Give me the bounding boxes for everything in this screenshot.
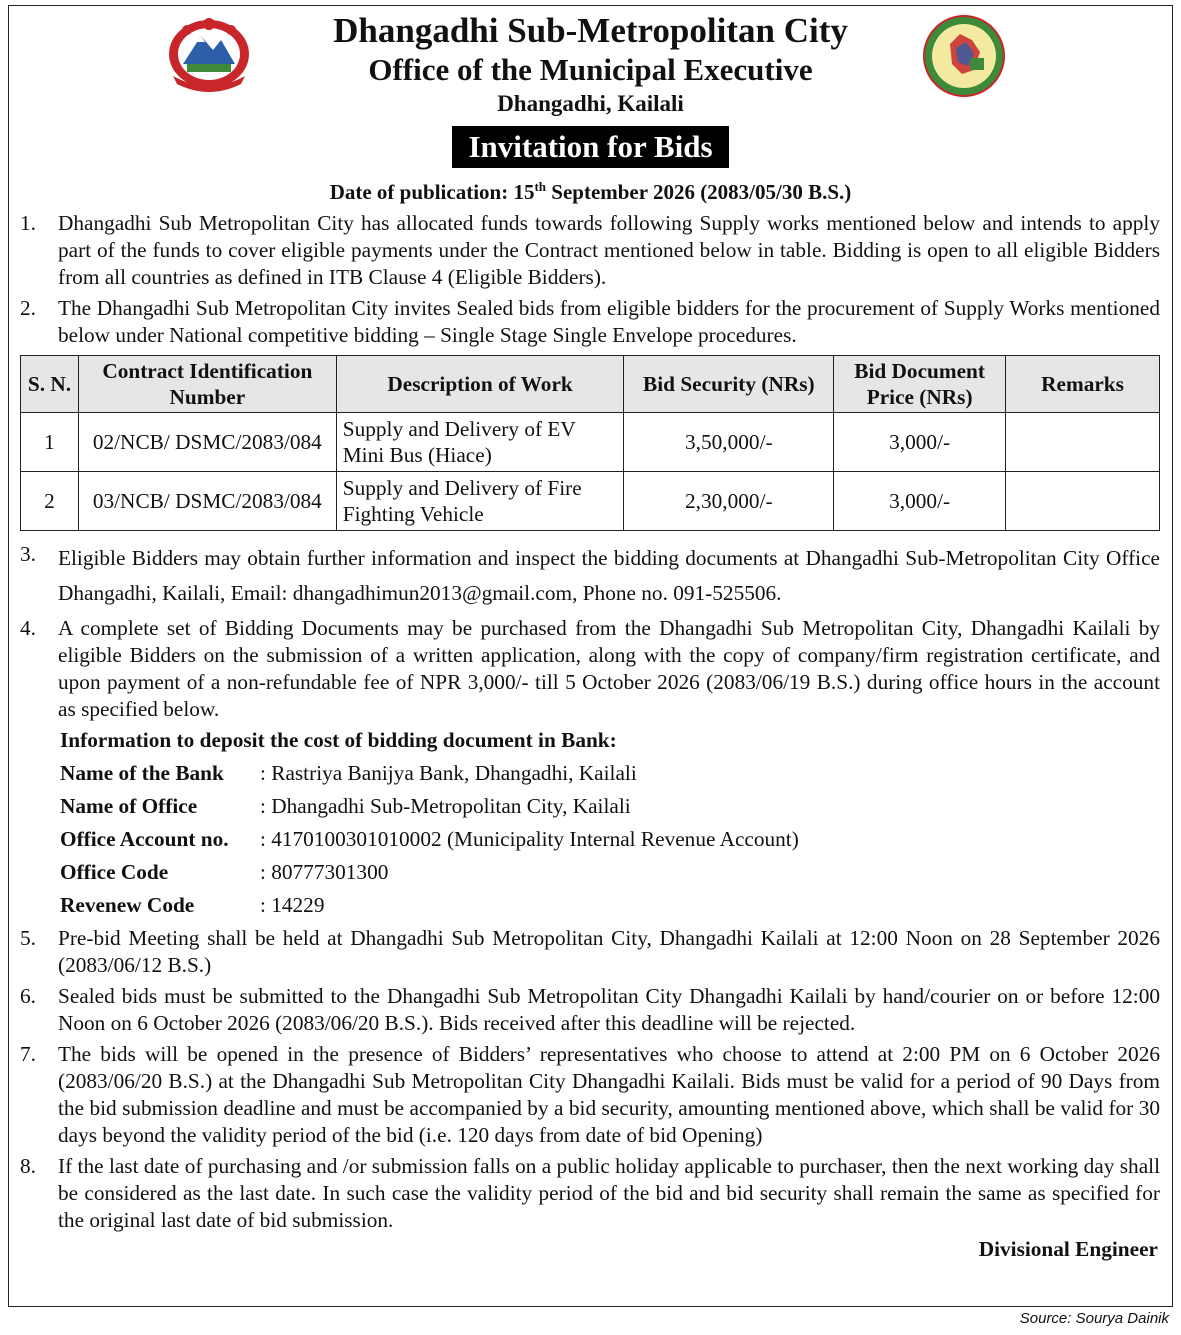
- paragraph-text: The bids will be opened in the presence of Bidders’ representatives who choose to attend at 2:00 PM on 6 October 2026 (2083/06/20 B.S.) at the Dhangadhi Sub Metropolitan City Dhangadhi Kailali. Bids must be valid for a period of 90 Days from the bid submission deadline and must be accompanied by a bid security, amounting mentioned above, which shall be valid for 30 days beyond the validity period of the bid (i.e. 120 days from date of bid Opening): [58, 1042, 1160, 1147]
- column-header: Contract Identification Number: [78, 356, 336, 413]
- column-header: Bid Document Price (NRs): [834, 356, 1006, 413]
- bank-info-heading: Information to deposit the cost of bidding document in Bank:: [60, 728, 617, 752]
- table-cell: Supply and Delivery of Fire Fighting Vehicle: [336, 472, 624, 531]
- paragraph-text: Eligible Bidders may obtain further information and inspect the bidding documents at Dhangadhi Sub-Metropolitan City Office Dhangadhi, Kailali, Email: dhangadhimun2013@gmail.com, Phone no. 091-525506.: [58, 546, 1160, 605]
- bank-info-row: [60, 793, 1160, 820]
- bank-info: [60, 727, 1160, 919]
- bank-info-label: Office Code: [60, 860, 169, 884]
- table-cell: [1006, 413, 1160, 472]
- paragraph-text: Sealed bids must be submitted to the Dhangadhi Sub Metropolitan City Dhangadhi Kailali by hand/courier on or before 12:00 Noon on 6 October 2026 (2083/06/20 B.S.). Bids received after this deadline will be rejected.: [58, 984, 1160, 1035]
- paragraph-6: [20, 983, 1160, 1037]
- location-title: Dhangadhi, Kailali: [497, 91, 684, 116]
- table-cell: [1006, 472, 1160, 531]
- paragraph-number: 8.: [20, 1154, 36, 1178]
- paragraph-number: 4.: [20, 616, 36, 640]
- table-row: [21, 413, 1160, 472]
- paragraph-text: If the last date of purchasing and /or submission falls on a public holiday applicable to purchaser, then the next working day shall be considered as the last date. In such case the validity period of the bid and bid security shall remain the same as specified for the original last date of bid submission.: [58, 1154, 1160, 1232]
- paragraph-8: [20, 1153, 1160, 1234]
- bank-info-value: : 4170100301010002 (Municipality Internal Revenue Account): [260, 827, 799, 851]
- bank-info-value: : 80777301300: [260, 860, 389, 884]
- bank-info-row: [60, 760, 1160, 787]
- paragraph-2: [20, 295, 1160, 349]
- table-cell: 2: [21, 472, 79, 531]
- bank-info-label: Revenew Code: [60, 893, 195, 917]
- table-cell: 02/NCB/ DSMC/2083/084: [78, 413, 336, 472]
- paragraph-1: [20, 210, 1160, 291]
- pub-date-prefix: Date of publication: 15: [329, 180, 535, 204]
- paragraph-number: 1.: [20, 211, 36, 235]
- bank-info-value: : 14229: [260, 893, 325, 917]
- bank-info-label: Office Account no.: [60, 827, 229, 851]
- paragraph-4: [20, 615, 1160, 723]
- column-header: Bid Security (NRs): [624, 356, 834, 413]
- table-cell: 2,30,000/-: [624, 472, 834, 531]
- table-cell: Supply and Delivery of EV Mini Bus (Hiace): [336, 413, 624, 472]
- bank-info-label: Name of Office: [60, 794, 198, 818]
- notice-header: [0, 10, 1181, 205]
- paragraph-number: 3.: [20, 542, 36, 566]
- paragraph-number: 2.: [20, 296, 36, 320]
- bank-info-value: : Rastriya Banijya Bank, Dhangadhi, Kailali: [260, 761, 637, 785]
- source-credit: Source: Sourya Dainik: [1019, 1310, 1169, 1327]
- table-cell: 3,50,000/-: [624, 413, 834, 472]
- table-header-row: [21, 356, 1160, 413]
- table-cell: 1: [21, 413, 79, 472]
- paragraph-text: The Dhangadhi Sub Metropolitan City invites Sealed bids from eligible bidders for the procurement of Supply Works mentioned below under National competitive bidding – Single Stage Single Envelope procedures.: [58, 296, 1160, 347]
- city-title: Dhangadhi Sub-Metropolitan City: [333, 11, 848, 50]
- bank-info-value: : Dhangadhi Sub-Metropolitan City, Kailali: [260, 794, 631, 818]
- table-cell: 3,000/-: [834, 472, 1006, 531]
- bank-info-row: [60, 826, 1160, 853]
- notice-body: [20, 210, 1160, 1263]
- pub-date-sup: th: [534, 179, 547, 194]
- signoff: Divisional Engineer: [978, 1237, 1158, 1261]
- paragraph-5: [20, 925, 1160, 979]
- paragraph-text: Pre-bid Meeting shall be held at Dhangadhi Sub Metropolitan City, Dhangadhi Kailali at 12:00 Noon on 28 September 2026 (2083/06/12 B.S.): [58, 926, 1160, 977]
- paragraph-text: Dhangadhi Sub Metropolitan City has allocated funds towards following Supply works mentioned below and intends to apply part of the funds to cover eligible payments under the Contract mentioned below in table. Bidding is open to all eligible Bidders from all countries as defined in ITB Clause 4 (Eligible Bidders).: [58, 211, 1160, 289]
- publication-date: [0, 174, 1181, 205]
- table-cell: 03/NCB/ DSMC/2083/084: [78, 472, 336, 531]
- column-header: S. N.: [21, 356, 79, 413]
- paragraph-number: 7.: [20, 1042, 36, 1066]
- paragraph-number: 5.: [20, 926, 36, 950]
- office-title: Office of the Municipal Executive: [368, 52, 813, 87]
- column-header: Remarks: [1006, 356, 1160, 413]
- invitation-banner: Invitation for Bids: [452, 126, 728, 168]
- column-header: Description of Work: [336, 356, 624, 413]
- paragraph-3: [20, 541, 1160, 611]
- paragraph-number: 6.: [20, 984, 36, 1008]
- bids-table: [20, 355, 1160, 531]
- pub-date-suffix: September 2026 (2083/05/30 B.S.): [546, 180, 852, 204]
- bank-info-label: Name of the Bank: [60, 761, 224, 785]
- table-row: [21, 472, 1160, 531]
- paragraph-text: A complete set of Bidding Documents may be purchased from the Dhangadhi Sub Metropolitan City, Dhangadhi Kailali by eligible Bidders on the submission of a written application, along with the copy of company/firm registration certificate, and upon payment of a non-refundable fee of NPR 3,000/- till 5 October 2026 (2083/06/19 B.S.) during office hours in the account as specified below.: [58, 616, 1160, 721]
- bank-info-row: [60, 892, 1160, 919]
- paragraph-7: [20, 1041, 1160, 1149]
- table-cell: 3,000/-: [834, 413, 1006, 472]
- bank-info-row: [60, 859, 1160, 886]
